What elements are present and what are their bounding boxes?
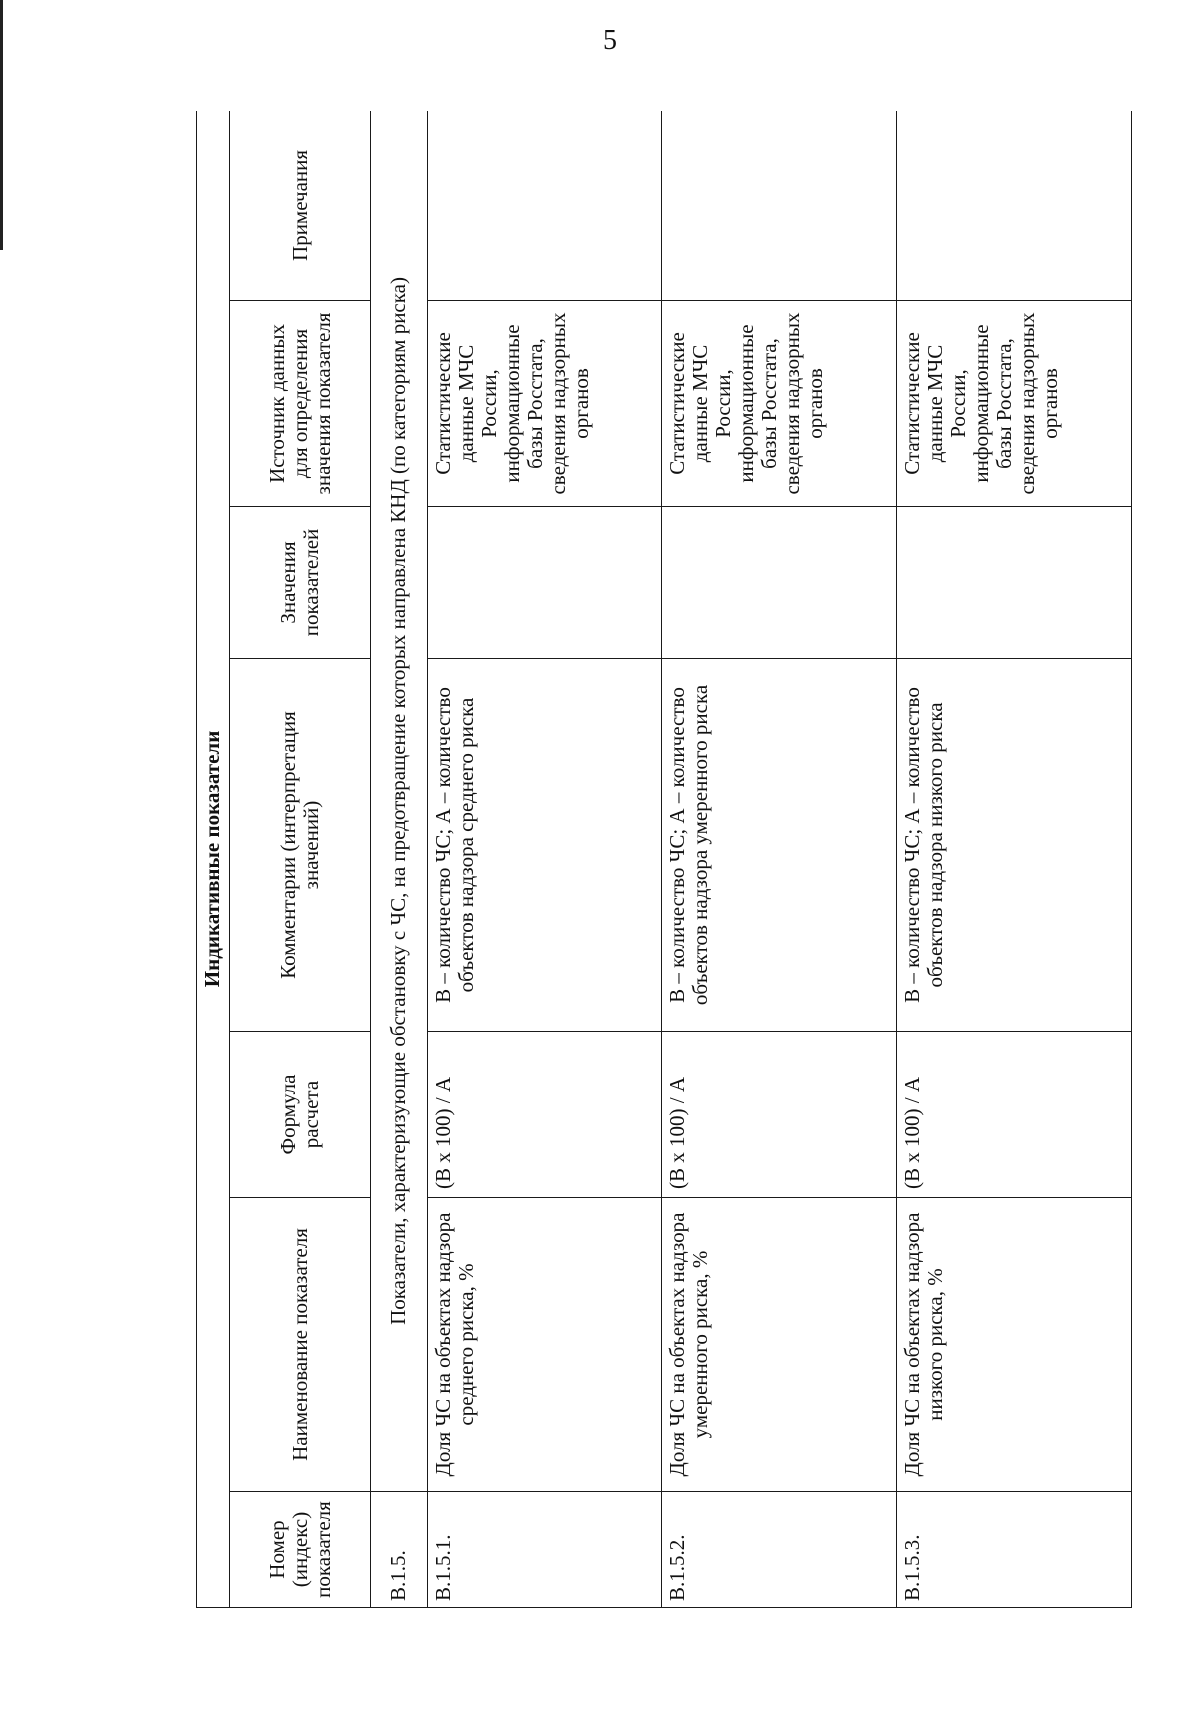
table-row: [662, 111, 897, 1608]
row-notes: [427, 111, 662, 301]
row-notes: [897, 111, 1132, 301]
scan-edge: [0, 0, 3, 250]
row-number: В.1.5.1.: [427, 1492, 662, 1608]
row-comment: В – количество ЧС; А – количество объектов надзора низкого риска: [897, 659, 1132, 1032]
row-formula: (В х 100) / А: [427, 1032, 662, 1198]
row-number: В.1.5.3.: [897, 1492, 1132, 1608]
table-title-row: [197, 111, 230, 1608]
rotated-table-container: [196, 111, 1132, 1608]
table-row: [897, 111, 1132, 1608]
row-name: Доля ЧС на объектах надзора низкого риска, %: [897, 1198, 1132, 1492]
row-values: [897, 507, 1132, 659]
header-values: Значения показателей: [229, 507, 370, 659]
row-values: [427, 507, 662, 659]
row-source: Статистические данные МЧС России, информационные базы Росстата, сведения надзорных органов: [427, 301, 662, 507]
row-name: Доля ЧС на объектах надзора среднего риска, %: [427, 1198, 662, 1492]
table-header-row: [229, 111, 370, 1608]
section-row: [371, 111, 427, 1608]
section-title: Показатели, характеризующие обстановку с ЧС, на предотвращение которых направлена КНД (по категориям риска): [371, 111, 427, 1492]
table-row: [427, 111, 662, 1608]
row-formula: (В х 100) / А: [662, 1032, 897, 1198]
row-comment: В – количество ЧС; А – количество объектов надзора умеренного риска: [662, 659, 897, 1032]
table-title: Индикативные показатели: [197, 111, 230, 1608]
row-name: Доля ЧС на объектах надзора умеренного риска, %: [662, 1198, 897, 1492]
row-values: [662, 507, 897, 659]
header-notes: Примечания: [229, 111, 370, 301]
header-number: Номер (индекс) показателя: [229, 1492, 370, 1608]
header-comment: Комментарии (интерпретация значений): [229, 659, 370, 1032]
header-source: Источник данных для определения значения показателя: [229, 301, 370, 507]
header-formula: Формула расчета: [229, 1032, 370, 1198]
row-comment: В – количество ЧС; А – количество объектов надзора среднего риска: [427, 659, 662, 1032]
row-source: Статистические данные МЧС России, информационные базы Росстата, сведения надзорных органов: [662, 301, 897, 507]
section-number: В.1.5.: [371, 1492, 427, 1608]
indicators-table: [196, 111, 1132, 1608]
row-notes: [662, 111, 897, 301]
page-number: 5: [603, 25, 617, 56]
header-name: Наименование показателя: [229, 1198, 370, 1492]
row-number: В.1.5.2.: [662, 1492, 897, 1608]
row-formula: (В х 100) / А: [897, 1032, 1132, 1198]
row-source: Статистические данные МЧС России, информационные базы Росстата, сведения надзорных органов: [897, 301, 1132, 507]
